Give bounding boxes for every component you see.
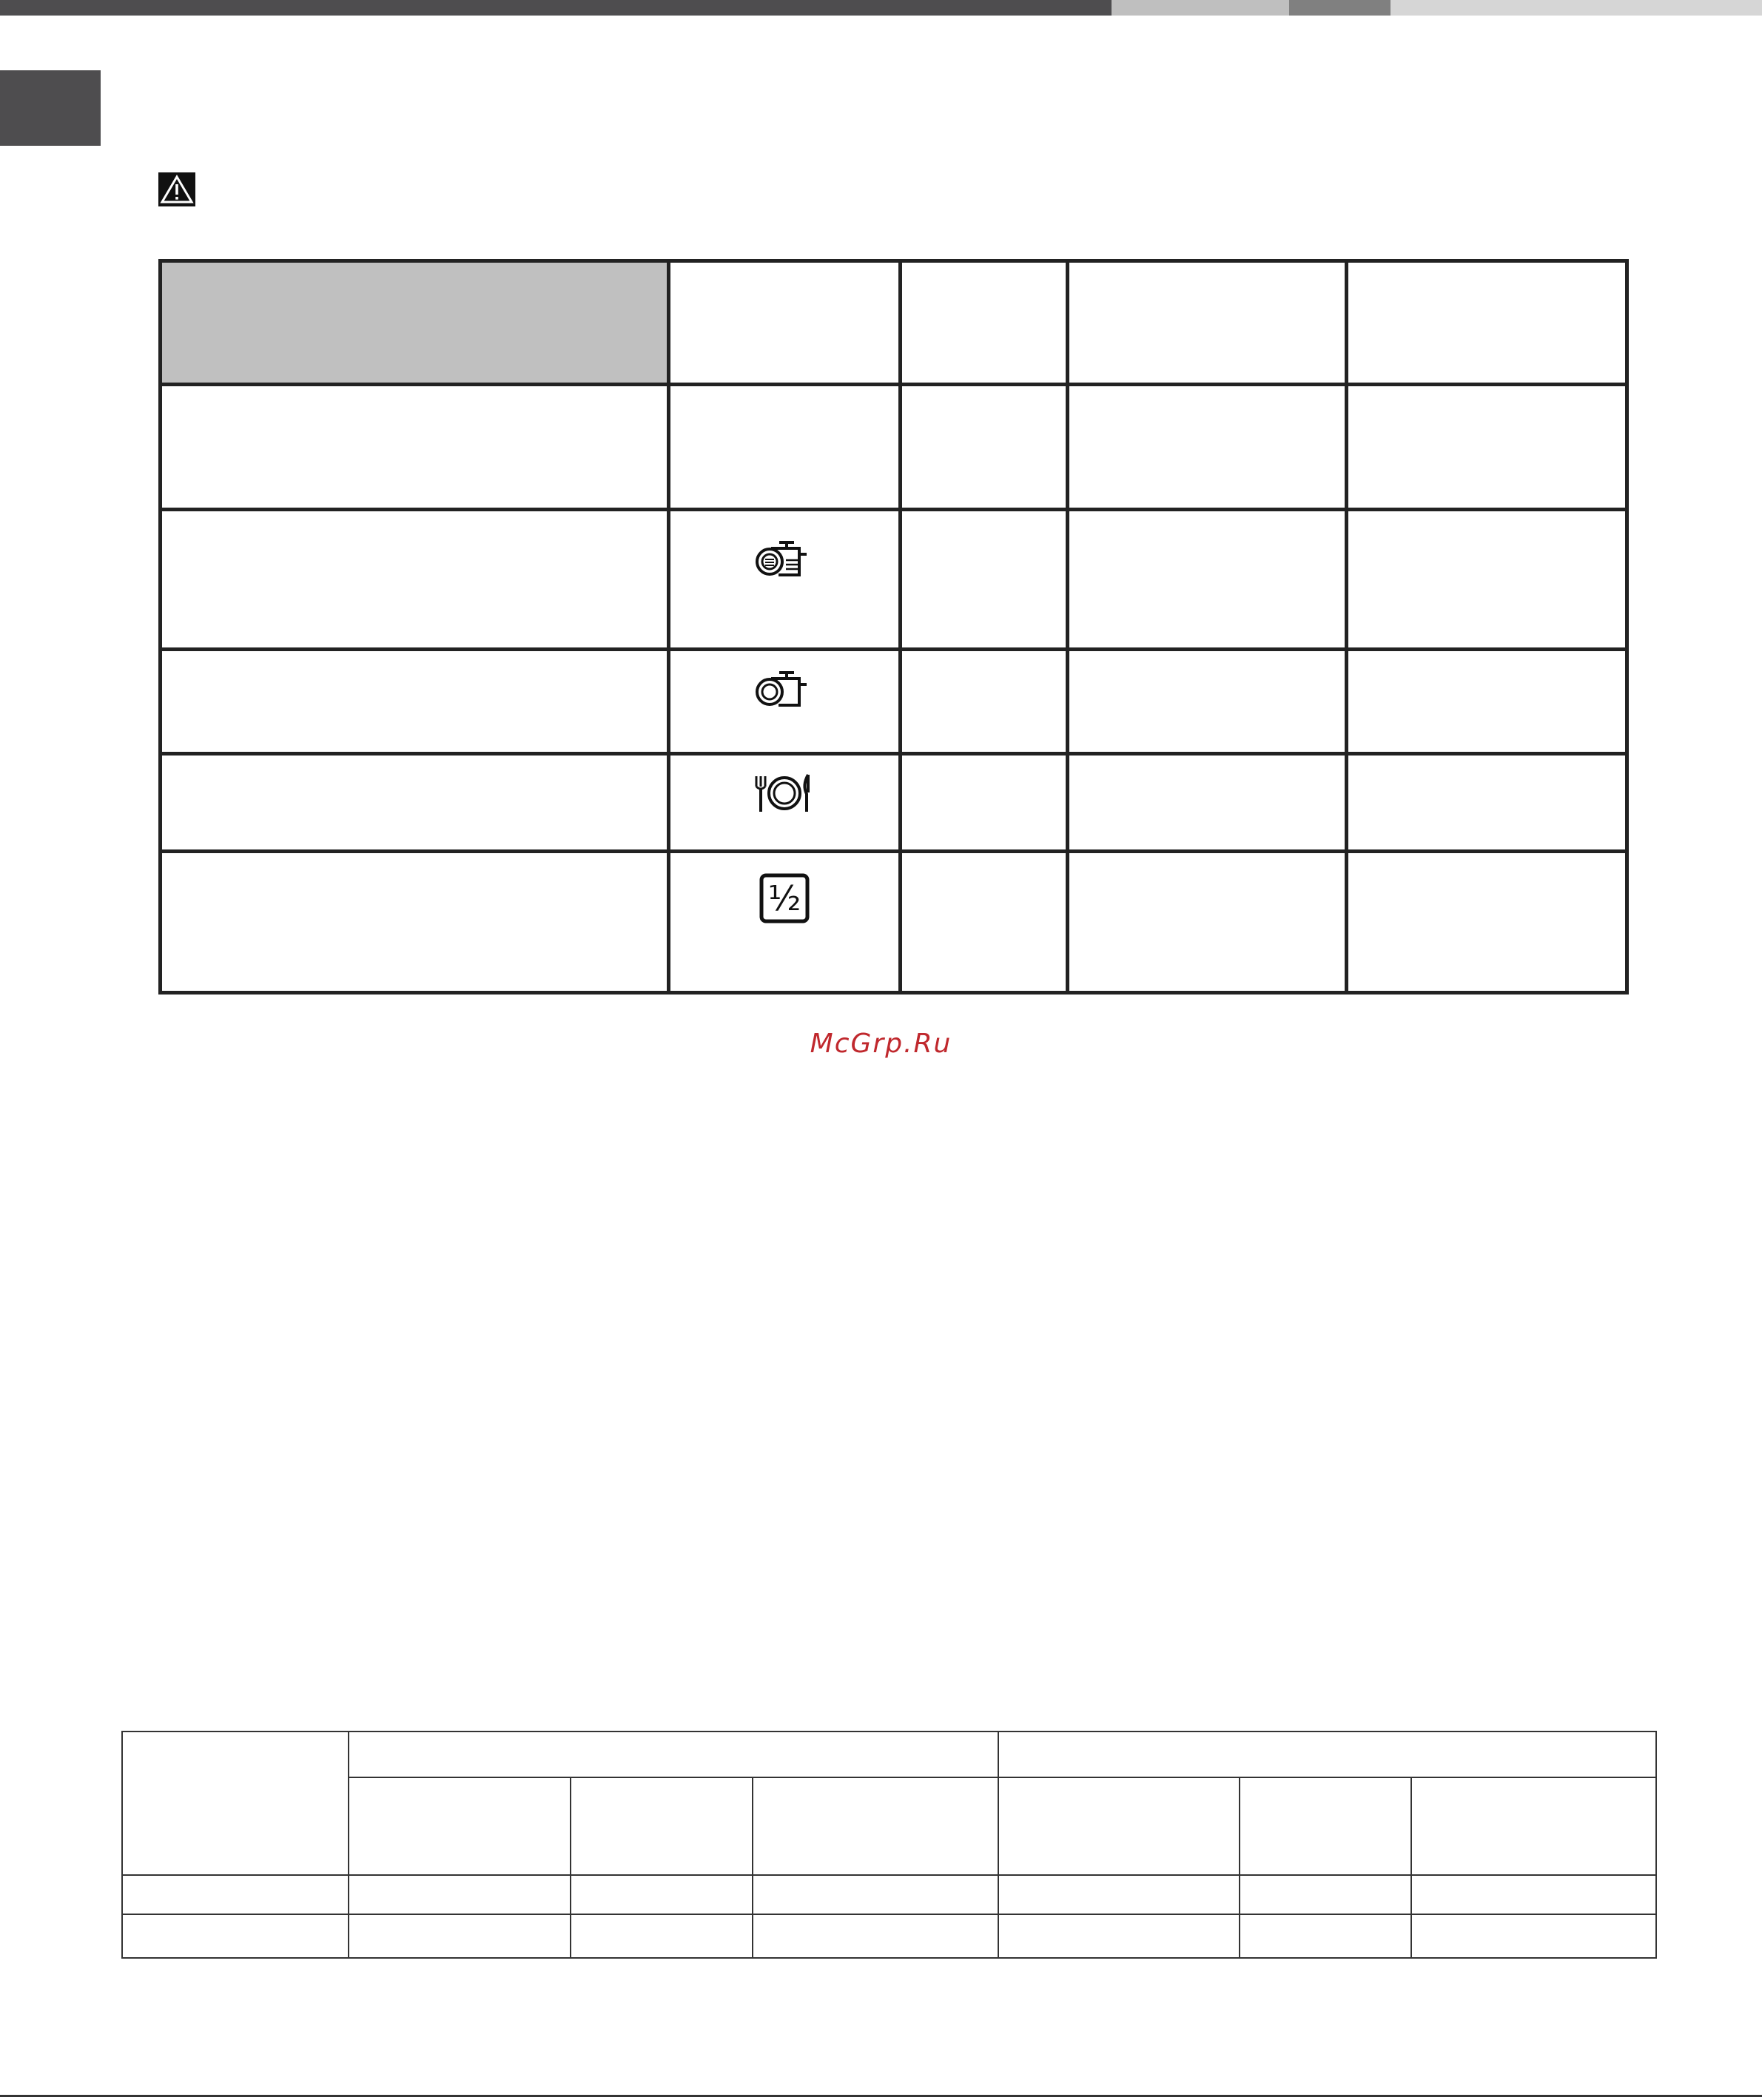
header-strip-pale	[1391, 0, 1762, 16]
language-tab	[0, 70, 101, 146]
footer-rule	[0, 2095, 1762, 2097]
table-line	[121, 1874, 1657, 1876]
table-line	[348, 1731, 349, 1959]
table-line	[1625, 259, 1629, 995]
table-line	[158, 259, 1629, 263]
table-line	[121, 1957, 1657, 1959]
table-header-shaded-cell	[162, 263, 668, 384]
header-strip-dark	[0, 0, 1112, 16]
table-line	[1345, 259, 1348, 995]
half-load-icon-text: ½	[767, 878, 801, 918]
pots-and-plates-intensive-icon	[670, 534, 898, 586]
pots-and-plates-icon	[670, 663, 898, 715]
table-line	[158, 383, 1629, 386]
table-line	[1410, 1777, 1412, 1959]
table-line	[121, 1914, 1657, 1915]
header-strip-mid	[1289, 0, 1391, 16]
table-line	[158, 752, 1629, 755]
table-line	[1066, 259, 1069, 995]
table-line	[121, 1731, 123, 1959]
cutlery-plate-icon	[670, 767, 898, 818]
table-line	[348, 1777, 1657, 1778]
table-line	[158, 259, 162, 995]
table-line	[158, 991, 1629, 995]
half-load-icon	[670, 872, 898, 925]
table-line	[1239, 1777, 1240, 1959]
table-line	[158, 647, 1629, 651]
table-line	[158, 849, 1629, 853]
table-line	[898, 259, 902, 995]
table-line	[570, 1777, 571, 1959]
watermark: McGrp.Ru	[810, 1029, 952, 1059]
table-line	[998, 1731, 999, 1959]
warning-triangle-icon	[158, 172, 195, 206]
table-line	[752, 1777, 753, 1959]
table-line	[1655, 1731, 1657, 1959]
header-strip-light	[1112, 0, 1289, 16]
table-line	[121, 1731, 1657, 1732]
table-line	[158, 508, 1629, 511]
